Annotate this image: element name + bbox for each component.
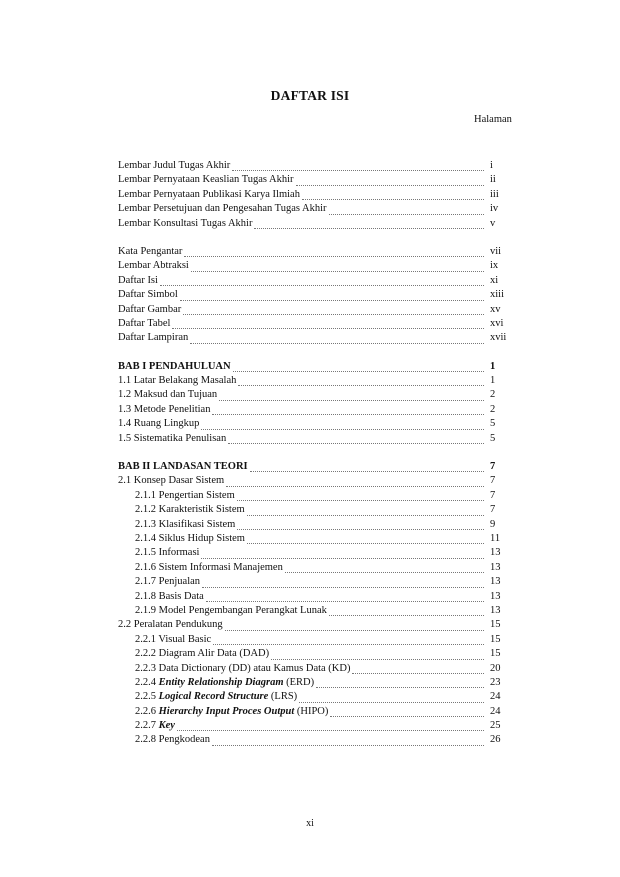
toc-entry-number: 2.2.4 bbox=[135, 676, 159, 688]
dot-leader bbox=[228, 442, 484, 444]
toc-entry-page: 13 bbox=[490, 590, 501, 602]
dot-leader bbox=[190, 342, 484, 344]
toc-entry-page: ix bbox=[490, 260, 499, 272]
toc-entry-page: vii bbox=[490, 245, 502, 257]
toc-entry bbox=[118, 706, 516, 720]
dot-leader bbox=[233, 370, 484, 372]
toc-entry-label: 1.3 Metode Penelitian bbox=[118, 403, 211, 415]
toc-entry bbox=[118, 174, 516, 188]
toc-entry-page: 15 bbox=[490, 648, 501, 660]
toc-entry bbox=[118, 619, 516, 633]
toc-entry-number: 2.2.7 bbox=[135, 720, 159, 732]
toc-entry-page: 1 bbox=[490, 360, 496, 372]
dot-leader bbox=[329, 213, 484, 215]
toc-entry bbox=[118, 734, 516, 748]
dot-leader bbox=[237, 528, 484, 530]
toc-entry-page: xiii bbox=[490, 289, 505, 301]
toc-entry-page: 13 bbox=[490, 547, 501, 559]
toc-entry bbox=[118, 433, 516, 447]
toc-entry-label bbox=[118, 706, 328, 717]
toc-entry-label: Daftar Isi bbox=[118, 274, 158, 286]
toc-entry bbox=[118, 332, 516, 346]
toc-entry bbox=[118, 160, 516, 174]
toc-entry-label: 2.1.6 Sistem Informasi Manajemen bbox=[135, 561, 283, 573]
dot-leader bbox=[206, 600, 484, 602]
toc-entry-italic-term: Hierarchy Input Proces Output bbox=[158, 705, 295, 717]
toc-entry-page: 9 bbox=[490, 518, 496, 530]
dot-leader bbox=[160, 284, 484, 286]
toc-entry-label: Lembar Abtraksi bbox=[118, 260, 189, 272]
halaman-label: Halaman bbox=[474, 114, 512, 125]
toc-entry bbox=[118, 504, 516, 518]
page-title: DAFTAR ISI bbox=[270, 88, 350, 103]
toc-entry bbox=[118, 260, 516, 274]
toc-entry-page: 24 bbox=[490, 691, 501, 703]
toc-entry-page: 5 bbox=[490, 418, 496, 430]
toc-entry-page: 7 bbox=[490, 461, 496, 473]
toc-entry-label: Lembar Pernyataan Publikasi Karya Ilmiah bbox=[118, 188, 300, 200]
dot-leader bbox=[213, 643, 484, 645]
toc-entry-page: 7 bbox=[490, 504, 496, 516]
dot-leader bbox=[202, 586, 484, 588]
dot-leader bbox=[226, 485, 484, 487]
toc-entry-page: 2 bbox=[490, 389, 496, 401]
toc-entry bbox=[118, 663, 516, 677]
dot-leader bbox=[247, 514, 484, 516]
toc-entry-page: iii bbox=[490, 188, 499, 200]
toc-entry-suffix: (HIPO) bbox=[294, 705, 329, 717]
dot-leader bbox=[219, 399, 484, 401]
toc-entry-page: xvi bbox=[490, 317, 504, 329]
toc-entry-label: 1.4 Ruang Lingkup bbox=[118, 418, 200, 430]
dot-leader bbox=[184, 255, 484, 257]
toc-entry-label: BAB I PENDAHULUAN bbox=[118, 360, 231, 372]
toc-entry-number: 2.2.5 bbox=[135, 691, 159, 703]
toc-entry-page: xi bbox=[490, 274, 499, 286]
toc-entry-page: 15 bbox=[490, 633, 501, 645]
toc-entry bbox=[118, 490, 516, 504]
toc-entry-italic-term: Entity Relationship Diagram bbox=[158, 676, 284, 688]
toc-entry-page: v bbox=[490, 217, 496, 229]
toc-entry-suffix: (LRS) bbox=[268, 691, 298, 703]
toc-entry bbox=[118, 533, 516, 547]
toc-entry bbox=[118, 203, 516, 217]
toc-entry bbox=[118, 375, 516, 389]
toc-entry bbox=[118, 605, 516, 619]
toc-entry bbox=[118, 461, 516, 475]
toc-entry-page: 5 bbox=[490, 432, 496, 444]
toc-entry-label: 2.1.2 Karakteristik Sistem bbox=[135, 504, 245, 516]
dot-leader bbox=[299, 701, 484, 703]
dot-leader bbox=[201, 557, 484, 559]
toc-entry-label: 2.2.1 Visual Basic bbox=[135, 633, 212, 645]
toc-entry-label: 1.2 Maksud dan Tujuan bbox=[118, 389, 218, 401]
toc-entry-label: Daftar Tabel bbox=[118, 317, 171, 329]
toc-entry-page: 20 bbox=[490, 662, 501, 674]
dot-leader bbox=[296, 184, 484, 186]
toc-entry bbox=[118, 304, 516, 318]
toc-entry bbox=[118, 404, 516, 418]
toc-entry bbox=[118, 389, 516, 403]
toc-entry-page: 2 bbox=[490, 403, 496, 415]
toc-entry bbox=[118, 318, 516, 332]
toc-entry bbox=[118, 289, 516, 303]
dot-leader bbox=[250, 470, 484, 472]
toc-entry-page: 7 bbox=[490, 489, 496, 501]
toc-entry-label bbox=[118, 677, 314, 688]
toc-entry bbox=[118, 547, 516, 561]
toc-entry bbox=[118, 189, 516, 203]
dot-leader bbox=[247, 542, 484, 544]
dot-leader bbox=[201, 428, 484, 430]
toc-entry-label: 2.1 Konsep Dasar Sistem bbox=[118, 475, 225, 487]
dot-leader bbox=[180, 299, 484, 301]
toc-entry bbox=[118, 475, 516, 489]
toc-entry-label: 2.1.1 Pengertian Sistem bbox=[135, 489, 235, 501]
toc-entry-page: 1 bbox=[490, 375, 496, 387]
toc-entry-number: 2.2.6 bbox=[135, 705, 159, 717]
toc-entry-page: xv bbox=[490, 303, 501, 315]
dot-leader bbox=[316, 686, 484, 688]
toc-entry-label: Kata Pengantar bbox=[118, 245, 183, 257]
dot-leader bbox=[254, 227, 484, 229]
toc-entry bbox=[118, 634, 516, 648]
toc-entry-label: 2.2 Peralatan Pendukung bbox=[118, 619, 223, 631]
toc-entry bbox=[118, 519, 516, 533]
toc-entry bbox=[118, 648, 516, 662]
dot-leader bbox=[271, 658, 484, 660]
toc-entry-page: 23 bbox=[490, 676, 501, 688]
dot-leader bbox=[183, 313, 484, 315]
toc-entry-label: Daftar Simbol bbox=[118, 289, 178, 301]
toc-entry bbox=[118, 275, 516, 289]
toc-entry-label: 1.1 Latar Belakang Masalah bbox=[118, 375, 237, 387]
toc-entry-page: iv bbox=[490, 203, 499, 215]
dot-leader bbox=[330, 715, 484, 717]
toc-entry-label: 2.2.8 Pengkodean bbox=[135, 734, 210, 746]
toc-entry-page: ii bbox=[490, 174, 496, 186]
dot-leader bbox=[237, 499, 484, 501]
toc-entry-label: BAB II LANDASAN TEORI bbox=[118, 461, 248, 473]
toc-entry bbox=[118, 691, 516, 705]
toc-entry bbox=[118, 720, 516, 734]
toc-entry bbox=[118, 246, 516, 260]
toc-entry-label: Daftar Gambar bbox=[118, 303, 182, 315]
toc-entry-label: Lembar Pernyataan Keaslian Tugas Akhir bbox=[118, 174, 294, 186]
toc-entry-label: 2.1.8 Basis Data bbox=[135, 590, 204, 602]
toc-entry bbox=[118, 418, 516, 432]
toc-entry-label: Lembar Judul Tugas Akhir bbox=[118, 160, 231, 171]
dot-leader bbox=[225, 629, 484, 631]
dot-leader bbox=[352, 672, 484, 674]
dot-leader bbox=[172, 327, 484, 329]
toc-entry-label: 2.1.9 Model Pengembangan Perangkat Lunak bbox=[135, 604, 327, 616]
toc-entry-label: 2.1.3 Klasifikasi Sistem bbox=[135, 518, 236, 530]
toc-entry-label: 2.2.3 Data Dictionary (DD) atau Kamus Data (KD) bbox=[135, 662, 351, 674]
toc-entry-label bbox=[118, 691, 297, 702]
toc-entry-label: Daftar Lampiran bbox=[118, 332, 189, 344]
dot-leader bbox=[302, 198, 484, 200]
toc-entry-page: 26 bbox=[490, 734, 501, 746]
toc-entry-page: 7 bbox=[490, 475, 496, 487]
toc-entry bbox=[118, 361, 516, 375]
toc-entry-label: 2.2.2 Diagram Alir Data (DAD) bbox=[135, 648, 270, 660]
toc-entry-label: 2.1.4 Siklus Hidup Sistem bbox=[135, 532, 245, 544]
toc-entry-label: Lembar Persetujuan dan Pengesahan Tugas Akhir bbox=[118, 203, 327, 215]
toc-entry bbox=[118, 677, 516, 691]
toc-entry-suffix: (ERD) bbox=[283, 676, 315, 688]
dot-leader bbox=[191, 270, 484, 272]
toc-entry-page: 24 bbox=[490, 705, 501, 717]
dot-leader bbox=[177, 729, 484, 731]
toc-entry-page: 13 bbox=[490, 576, 501, 588]
dot-leader bbox=[232, 169, 484, 171]
dot-leader bbox=[329, 614, 484, 616]
toc-entry-page: 13 bbox=[490, 604, 501, 616]
toc-entry bbox=[118, 218, 516, 232]
dot-leader bbox=[212, 744, 484, 746]
toc-entry bbox=[118, 591, 516, 605]
toc-entry-page: 25 bbox=[490, 720, 501, 732]
toc-entry-label: 1.5 Sistematika Penulisan bbox=[118, 432, 227, 444]
dot-leader bbox=[238, 384, 484, 386]
toc-entry-label: 2.1.7 Penjualan bbox=[135, 576, 201, 588]
table-of-contents bbox=[118, 160, 516, 749]
toc-entry-page: 15 bbox=[490, 619, 501, 631]
toc-entry-label: Lembar Konsultasi Tugas Akhir bbox=[118, 217, 253, 229]
toc-entry-label bbox=[118, 720, 175, 731]
page-number: xi bbox=[306, 818, 314, 829]
toc-entry bbox=[118, 562, 516, 576]
toc-entry-italic-term: Key bbox=[158, 720, 175, 732]
toc-entry-label: 2.1.5 Informasi bbox=[135, 547, 200, 559]
toc-entry-page: 11 bbox=[490, 532, 501, 544]
toc-entry-page: i bbox=[490, 160, 493, 171]
toc-entry-page: 13 bbox=[490, 561, 501, 573]
dot-leader bbox=[212, 413, 484, 415]
toc-entry bbox=[118, 576, 516, 590]
toc-entry-page: xvii bbox=[490, 332, 507, 344]
toc-entry-italic-term: Logical Record Structure bbox=[158, 691, 269, 703]
dot-leader bbox=[285, 571, 484, 573]
